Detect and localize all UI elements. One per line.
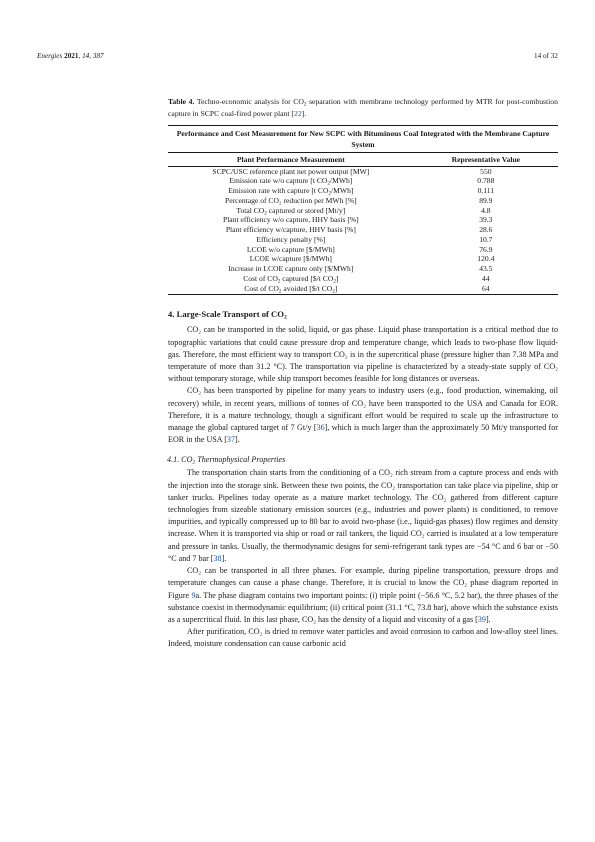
measurement-cell: Plant efficiency w/o capture, HHV basis [%] [222, 215, 359, 225]
subscript: 2 [278, 288, 282, 295]
citation-link[interactable]: 37 [226, 435, 235, 445]
measurement-cell: Increase in LCOE capture only [$/MWh] [228, 264, 354, 274]
value-cell: 44 [482, 273, 490, 283]
techno-economic-table [168, 125, 558, 295]
measurement-cell [168, 274, 414, 284]
section-title: 4. Large-Scale Transport of CO [168, 309, 284, 320]
journal-name: Energies [37, 52, 63, 60]
measurement-text: captured [$/t CO [280, 273, 334, 283]
subscript: 2 [328, 190, 332, 197]
section-heading [168, 309, 558, 320]
measurement-text: Emission rate w/o capture [t CO [229, 176, 328, 186]
table-row [168, 254, 558, 264]
value-cell: 43.5 [479, 264, 493, 274]
caption-text: separation with membrane technology performed by MTR for post-combustion capture in SCPC coal-fired power plant [ [168, 97, 558, 118]
value-cell: 39.3 [479, 215, 493, 225]
journal-year: 2021 [64, 52, 79, 60]
table-row [168, 245, 558, 255]
value-cell: 550 [480, 166, 492, 176]
journal-citation [37, 52, 104, 60]
subsection-heading [167, 454, 558, 465]
citation-link[interactable]: 36 [316, 423, 325, 433]
measurement-text: Total CO [236, 205, 265, 215]
measurement-text: captured or stored [Mt/y] [266, 205, 346, 215]
measurement-cell [168, 176, 414, 186]
measurement-cell: Plant efficiency w/capture, HHV basis [%] [225, 225, 356, 235]
table-row [168, 186, 558, 196]
caption-text: Techno-economic analysis for CO [194, 97, 304, 106]
subscript: 2 [332, 288, 335, 295]
citation-link[interactable]: 39 [477, 614, 486, 624]
value-cell: 76.9 [479, 244, 493, 254]
table-row [168, 196, 558, 206]
value-cell: 10.7 [479, 234, 493, 244]
subscript: 2 [277, 278, 281, 285]
measurement-cell: LCOE w/o capture [$/MWh] [246, 244, 335, 254]
subsection-title: Thermophysical Properties [195, 455, 286, 465]
paragraph-text: CO₂ can be transported in all three phases. For example, during pipeline transportation, pressure drops and temperature changes can cause a phase change. Therefore, it is crucial to know the CO₂ phase diagram reported in Figure [168, 566, 558, 600]
table-row [168, 206, 558, 216]
citation-link[interactable]: 22 [293, 108, 302, 118]
table-row [168, 215, 558, 225]
measurement-text: Emission rate with capture [t CO [228, 186, 329, 196]
measurement-text: ] [334, 283, 338, 293]
measurement-text: Cost of CO [243, 273, 278, 283]
table-row [168, 166, 558, 176]
paragraph-text: ]. [485, 614, 491, 624]
table-caption [168, 96, 558, 119]
value-cell: 28.6 [479, 225, 493, 235]
page-number: 14 of 32 [534, 52, 558, 60]
citation-link[interactable]: 38 [213, 553, 222, 563]
subscript: 2 [283, 314, 287, 321]
figure-link[interactable]: 9 [191, 590, 196, 600]
measurement-cell [168, 206, 414, 216]
paragraph-text: ]. [221, 553, 227, 563]
value-cell: 89.9 [479, 195, 493, 205]
measurement-text: Cost of CO [244, 283, 279, 293]
value-cell: 0.111 [477, 186, 495, 196]
value-cell: 0.788 [477, 176, 495, 186]
paragraph [168, 385, 558, 446]
table-title: Performance and Cost Measurement for New SCPC with Bituminous Coal Integrated with the Membrane Capture System [168, 126, 558, 153]
paragraph [168, 565, 558, 626]
measurement-cell: Efficiency penalty [%] [256, 234, 326, 244]
column-header-value: Representative Value [414, 153, 558, 167]
journal-volume: , 14, 387 [78, 52, 104, 60]
table-row [168, 284, 558, 295]
measurement-cell: SCPC/USC reference plant net power output [MW] [212, 166, 370, 176]
table-row [168, 176, 558, 186]
subscript: 2 [303, 101, 307, 108]
measurement-cell: LCOE w/capture [$/MWh] [249, 254, 332, 264]
paragraph: CO₂ can be transported in the solid, liquid, or gas phase. Liquid phase transportation is a critical method due to topographic variations that could cause pressure drop and temperature change, which leads to two-phase flow liquid-gas. Therefore, the most efficient way to transport CO₂ is in the supercritical phase (pressure higher than 7.38 MPa and temperature of more than 31.2 °C). The transportation via pipeline is characterized by a steady-state supply of CO₂ without temporary storage, while ship transport becomes feasible for long distances or overseas. [168, 325, 558, 384]
page-content [168, 96, 558, 651]
measurement-text: ] [335, 273, 339, 283]
paragraph-text: ], which is much larger than the approximately 50 Mt/y transported for EOR in the USA [ [168, 423, 558, 445]
subscript: 2 [264, 210, 267, 217]
table-row [168, 264, 558, 274]
subsection-title: 4.1. CO [167, 455, 193, 465]
paragraph-text: ]. [235, 435, 240, 445]
table-label: Table 4. [168, 97, 195, 106]
paragraph [168, 467, 558, 565]
table-row [168, 274, 558, 284]
measurement-text: /MWh] [329, 176, 353, 186]
table-row [168, 225, 558, 235]
column-header-measurement: Plant Performance Measurement [168, 153, 414, 167]
table-row [168, 235, 558, 245]
measurement-text: /MWh] [331, 186, 354, 196]
subscript: 2 [333, 278, 336, 285]
measurement-cell: Percentage of CO₂ reduction per MWh [%] [224, 195, 357, 205]
value-cell: 120.4 [477, 254, 495, 264]
value-cell: 64 [414, 284, 558, 295]
paragraph-text: The transportation chain starts from the conditioning of a CO₂ rich stream from a capture process and ends with the injection into the storage sink. Between these two points, the CO₂ transportation can take place via pipeline, ship or tanker trucks. Pipelines today operate as a mature market technology. The CO₂ gathered from different capture technologies from sizeable stationary emission sources (e.g., industries and power plants) is conditioned, to remove impurities, and typically compressed up to 80 bar to avoid two-phase (i.e., liquid-gas phases) flow regimes and density increase. When it is transported via ship or road or rail tankers, the liquid CO₂ carried is insulated at a low temperature and pressure in tanks. Usually, the thermodynamic designs for semi-refrigerant tank types are −54 °C and 6 bar or −50 °C and 7 bar [ [168, 468, 558, 563]
subscript: 2 [327, 180, 330, 187]
paragraph-text: CO₂ has been transported by pipeline for many years to industry users (e.g., food production, winemaking, oil recovery) while, in recent years, millions of tonnes of CO₂ have been transported to the USA and Canada for EOR. Therefore, it is a mature technology, though a significant effort would be required to scale up the infrastructure to manage the global captured target of 7 Gt/y [ [168, 386, 558, 433]
measurement-cell [168, 284, 414, 295]
caption-text: ]. [301, 108, 307, 118]
subscript: 2 [192, 459, 196, 466]
paragraph: After purification, CO₂ is dried to remove water particles and avoid corrosion to carbon and low-alloy steel lines. Indeed, moisture condensation can cause carbonic acid [168, 627, 558, 649]
value-cell: 4.8 [481, 205, 491, 215]
measurement-cell [168, 186, 414, 196]
measurement-text: avoided [$/t CO [281, 283, 333, 293]
paragraph-text: a. The phase diagram contains two important points: (i) triple point (−56.6 °C, 5.2 bar), the three phases of the substance coexist in thermodynamic equilibrium; (ii) critical point (31.1 °C, 73.8 bar), above which the substance exists as a supercritical fluid. In this last phase, CO₂ has the density of a liquid and viscosity of a gas [ [168, 590, 558, 624]
table-body [168, 166, 558, 295]
